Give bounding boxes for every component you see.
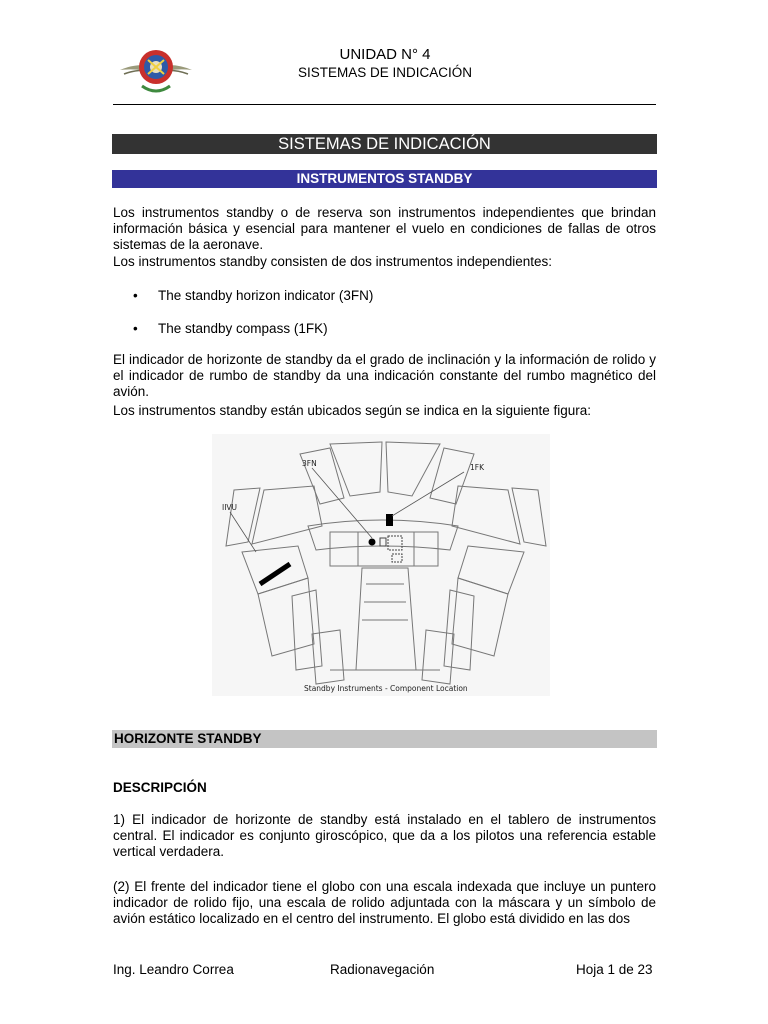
section-title-horizonte: HORIZONTE STANDBY xyxy=(112,730,657,748)
intro-paragraph-1: Los instrumentos standby o de reserva son instrumentos independientes que brindan información básica y esencial para mantener el vuelo en condiciones de fallas de otros sistemas de la aeronave. xyxy=(113,205,656,253)
unit-subtitle: SISTEMAS DE INDICACIÓN xyxy=(297,65,473,80)
bullet-icon: • xyxy=(133,321,138,336)
description-paragraph-2: (2) El frente del indicador tiene el globo con una escala indexada que incluye un puntero indicador de rolido fijo, una escala de rolido adjuntada con la máscara y un símbolo de avión estático localizado en el centro del instrumento. El globo está dividido en las dos xyxy=(113,879,656,927)
intro-paragraph-4: Los instrumentos standby están ubicados según se indica en la siguiente figura: xyxy=(113,403,592,418)
description-paragraph-1: 1) El indicador de horizonte de standby está instalado en el tablero de instrumentos central. El indicador es conjunto giroscópico, que da a los pilotos una referencia estable vertical verdadera. xyxy=(113,812,656,860)
figure-label-1fk: 1FK xyxy=(470,463,485,472)
footer-page-number: Hoja 1 de 23 xyxy=(576,962,653,977)
footer-subject: Radionavegación xyxy=(330,962,435,977)
figure-label-3fn: 3FN xyxy=(302,459,317,468)
cockpit-diagram xyxy=(212,434,550,696)
list-item xyxy=(133,288,373,303)
institution-logo xyxy=(118,40,194,98)
cockpit-figure xyxy=(212,434,550,696)
section-title: SISTEMAS DE INDICACIÓN xyxy=(112,134,657,154)
intro-paragraph-2: Los instrumentos standby consisten de dos instrumentos independientes: xyxy=(113,254,553,269)
figure-label-iivu: IIVU xyxy=(222,503,238,512)
unit-title: UNIDAD N° 4 xyxy=(339,46,431,63)
footer-author: Ing. Leandro Correa xyxy=(113,962,234,977)
header-divider xyxy=(113,104,656,105)
list-item xyxy=(133,321,328,336)
figure-caption: Standby Instruments - Component Location xyxy=(304,684,468,693)
bullet-text: The standby compass (1FK) xyxy=(158,321,328,336)
description-heading: DESCRIPCIÓN xyxy=(113,780,207,795)
bullet-text: The standby horizon indicator (3FN) xyxy=(158,288,374,303)
intro-paragraph-3: El indicador de horizonte de standby da el grado de inclinación y la información de rolido y el indicador de rumbo de standby da una indicación constante del rumbo magnético del avión. xyxy=(113,352,656,400)
bullet-icon: • xyxy=(133,288,138,303)
subsection-title: INSTRUMENTOS STANDBY xyxy=(112,170,657,188)
